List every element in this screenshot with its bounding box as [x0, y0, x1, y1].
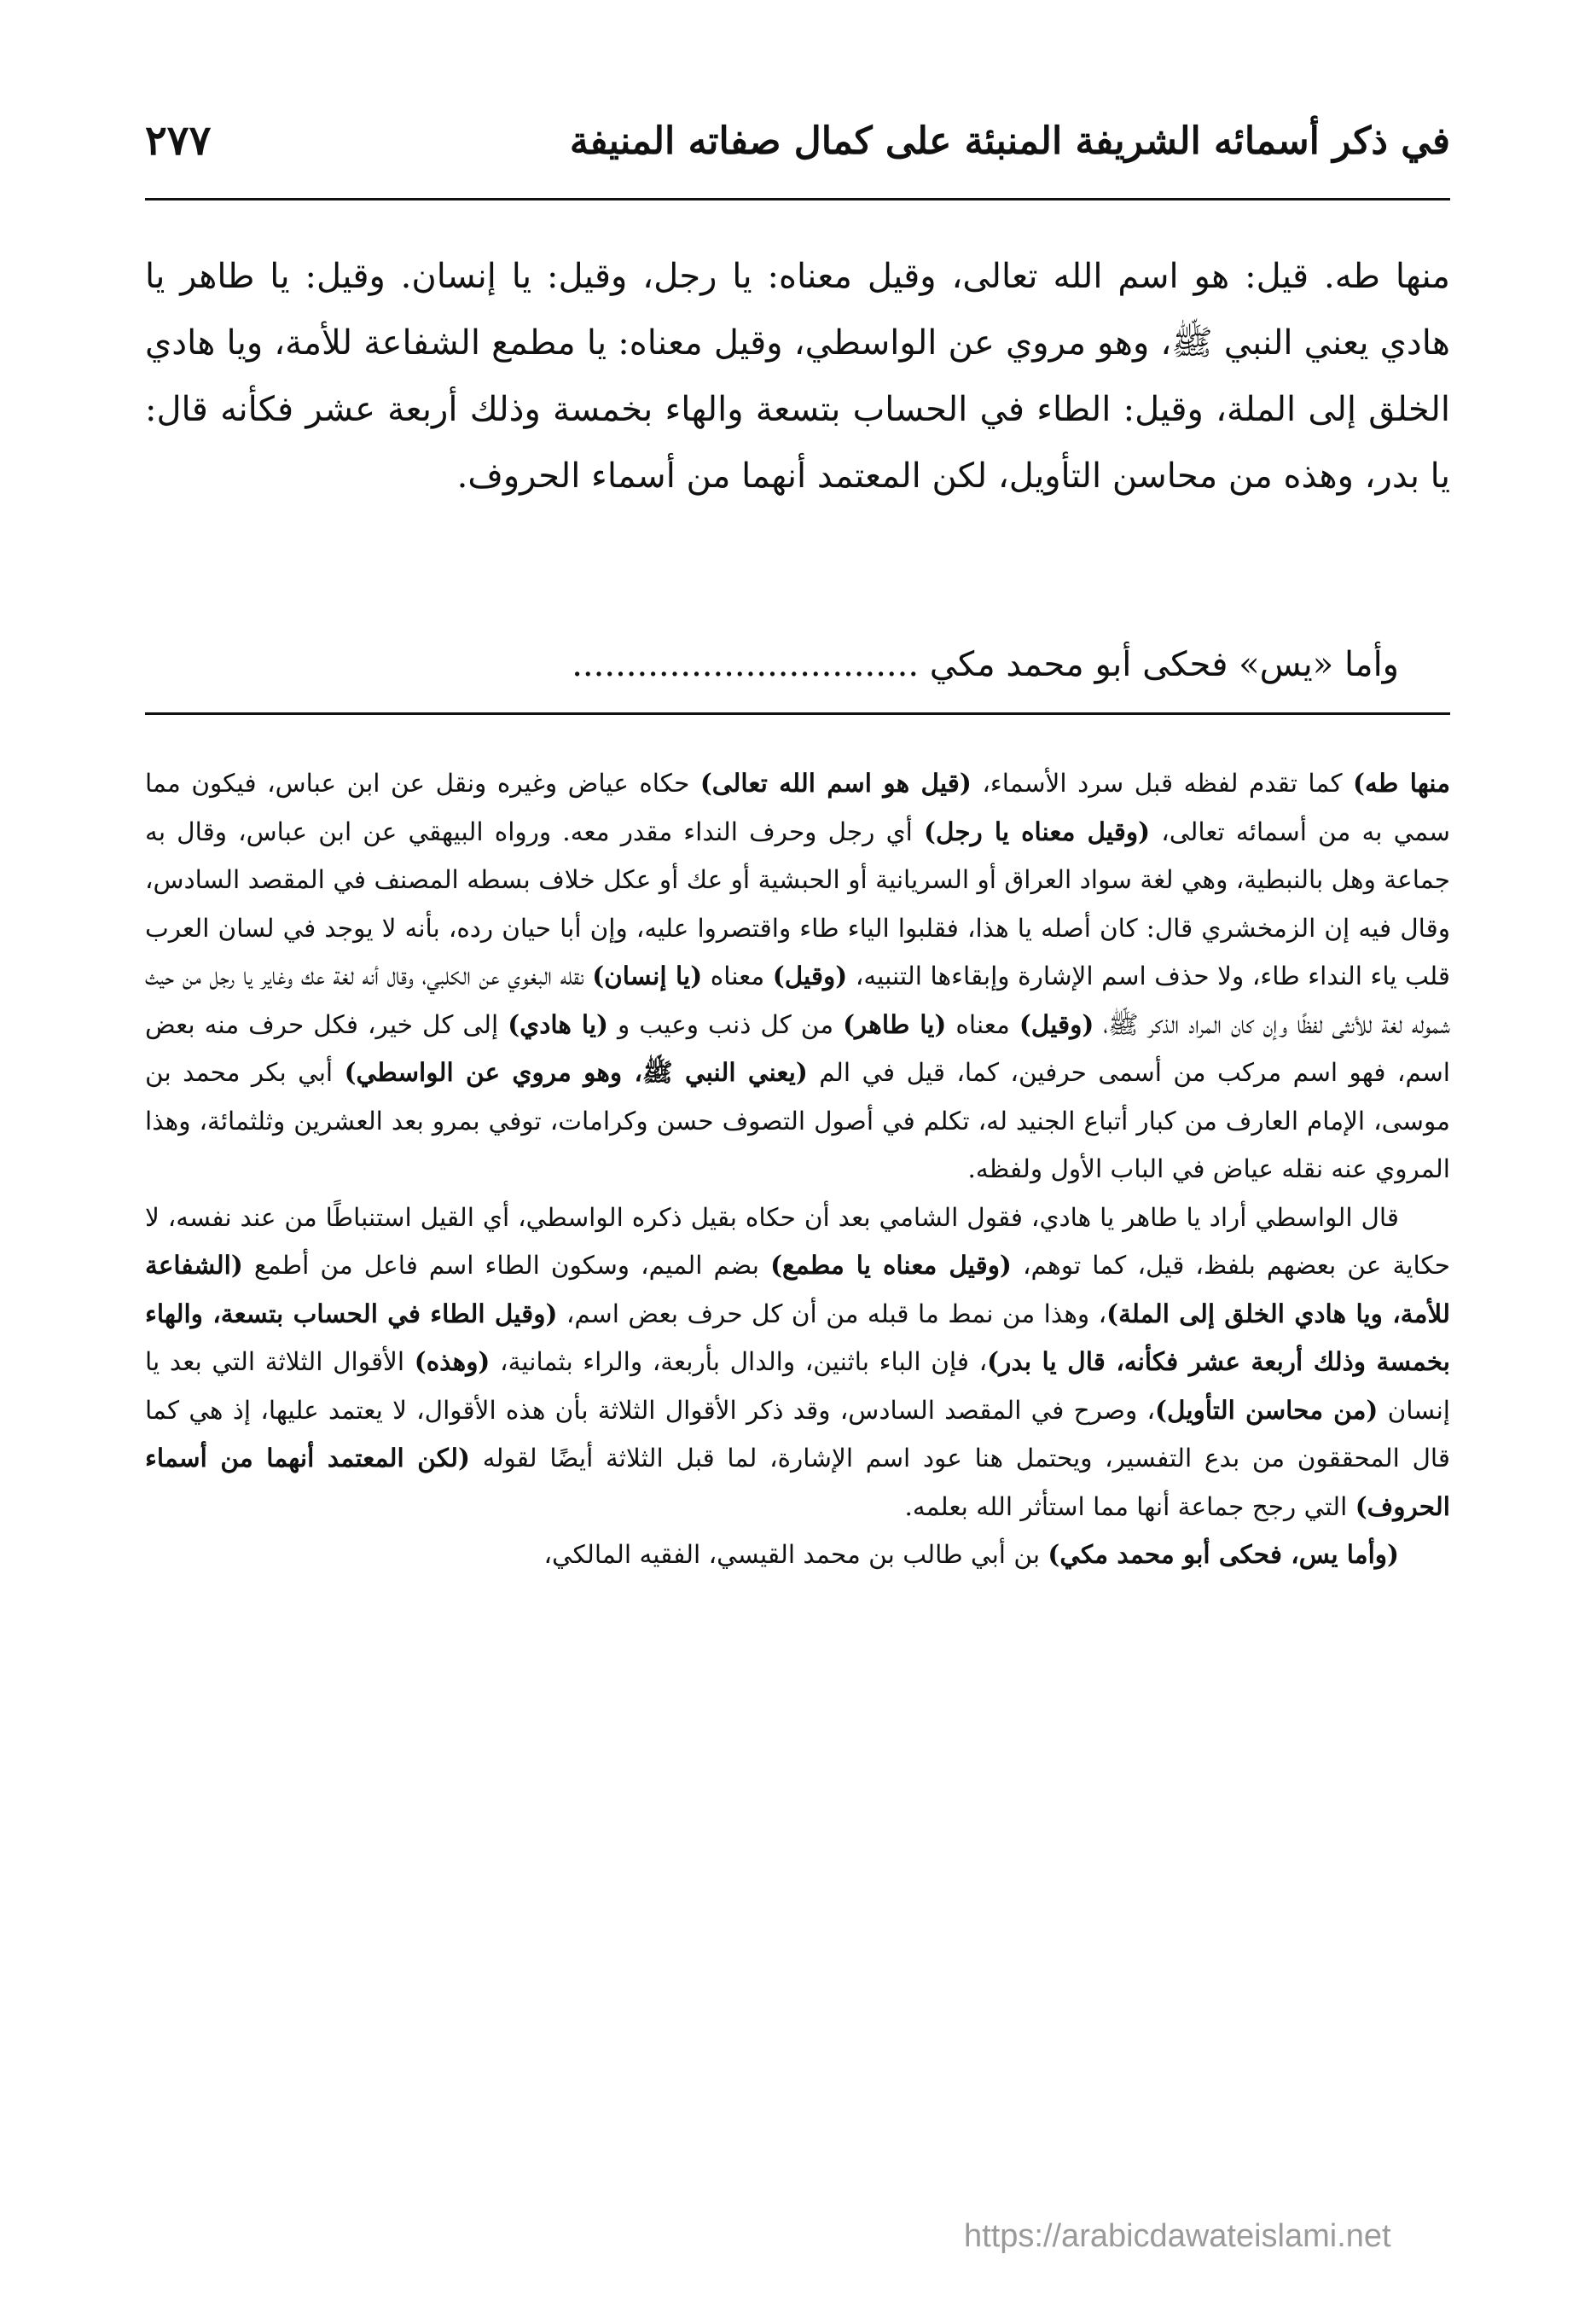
commentary-text: الأقوال الثلاثة التي بعد يا إنسان: [145, 1347, 1450, 1425]
quoted-matn-phrase: (وقيل): [1019, 1008, 1094, 1039]
quoted-matn-phrase: (لكن المعتمد أنهما من أسماء الحروف): [145, 1443, 1450, 1521]
matn-last-line: [145, 631, 1450, 700]
quoted-matn-phrase: (وهذه): [414, 1346, 490, 1376]
commentary-paragraph: [145, 1194, 1450, 1531]
quoted-matn-phrase: (يا طاهر): [843, 1008, 947, 1039]
quoted-matn-phrase: (وقيل معناه يا مطمع): [770, 1250, 1012, 1280]
quoted-matn-phrase: (يا هادي): [508, 1008, 608, 1039]
commentary-text: من كل ذنب وعيب و: [608, 1009, 844, 1039]
commentary-text: معناه: [946, 1009, 1019, 1039]
quoted-matn-phrase: (وقيل الطاء في الحساب بتسعة، والهاء بخمسة وذلك أربعة عشر فكأنه، قال يا بدر): [145, 1298, 1450, 1376]
commentary-text: حكاه عياض وغيره ونقل عن ابن عباس، فيكون مما سمي به من أسمائه تعالى،: [145, 769, 1451, 846]
commentary-text: أبي بكر محمد بن موسى، الإمام العارف من كبار أتباع الجنيد له، تكلم في أصول التصوف حسن وكرامات، توفي بمرو بعد العشرين وثلثمائة، وهذا المروي عنه نقله عياض في الباب الأول ولفظه.: [145, 1058, 1450, 1183]
commentary-text: التي رجح جماعة أنها مما استأثر الله بعلمه.: [904, 1491, 1355, 1521]
quoted-matn-phrase: (وقيل معناه يا رجل): [924, 816, 1151, 846]
watermark-url: https://arabicdawateislami.net: [964, 2218, 1391, 2254]
commentary-text: أي رجل وحرف النداء مقدر معه. ورواه البيهقي عن ابن عباس، وقال به جماعة وهل بالنبطية، وهي لغة سواد العراق أو السريانية أو الحبشية أو عك أو عكل خلاف بسطه المصنف في المقصد السادس، وقال فيه إن الزمخشري قال: كان أصله يا هذا، فقلبوا الياء طاء واقتصروا عليه، وإن أبا حيان رده، بأنه لا يوجد في لسان العرب قلب ياء النداء طاء، ولا حذف اسم الإشارة وإبقاءها التنبيه،: [145, 816, 1450, 991]
commentary-paragraph: [145, 759, 1450, 1194]
quoted-matn-phrase: منها طه): [1353, 768, 1451, 798]
commentary-text: إلى كل خير، فكل حرف منه بعض اسم، فهو اسم مركب من أسمى حرفين، كما، قيل في الم: [145, 1009, 1450, 1087]
quoted-matn-phrase: (وأما يس، فحكى أبو محمد مكي): [1048, 1539, 1399, 1569]
commentary-paragraph: [145, 1531, 1450, 1579]
quoted-matn-phrase: (وقيل): [772, 961, 848, 991]
page-number: ٢٧٧: [145, 117, 212, 165]
commentary-text: كما تقدم لفظه قبل سرد الأسماء،: [971, 769, 1354, 798]
running-title: في ذكر أسمائه الشريفة المنبئة على كمال صفاته المنيفة: [569, 119, 1450, 163]
continuation-dots: ................................: [572, 645, 920, 684]
quoted-matn-phrase: (قيل هو اسم الله تعالى): [699, 768, 972, 798]
matn-text: منها طه. قيل: هو اسم الله تعالى، وقيل معناه: يا رجل، وقيل: يا إنسان. وقيل: يا طاهر يا هادي يعني النبي ﷺ، وهو مروي عن الواسطي، وقيل معناه: يا مطمع الشفاعة للأمة، ويا هادي الخلق إلى الملة، وقيل: الطاء في الحساب بتسعة والهاء بخمسة وذلك أربعة عشر فكأنه قال: يا بدر، وهذه من محاسن التأويل، لكن المعتمد أنهما من أسماء الحروف.: [145, 257, 1450, 496]
quoted-matn-phrase: (يعني النبي ﷺ، وهو مروي عن الواسطي): [344, 1057, 808, 1087]
commentary-text: قال الواسطي أراد يا طاهر يا هادي، فقول الشامي بعد أن حكاه بقيل ذكره الواسطي، أي القيل استنباطًا من عند نفسه، لا حكاية عن بعضهم بلفظ، قيل، كما توهم،: [145, 1202, 1450, 1280]
commentary-text: نقله البغوي عن الكلبي، وقال أنه لغة عك وغاير يا رجل من حيث شموله لغة للأنثى لفظًا وإن كان المراد الذكر ﷺ،: [145, 962, 1451, 1039]
page-header: [145, 102, 1450, 179]
header-rule: [145, 198, 1450, 200]
commentary: [145, 759, 1450, 1579]
matn-separator-rule: [145, 712, 1450, 715]
commentary-text: معناه: [702, 962, 773, 991]
quoted-matn-phrase: (يا إنسان): [592, 961, 703, 991]
commentary-text: ، فإن الباء باثنين، والدال بأربعة، والراء بثمانية،: [490, 1347, 988, 1376]
commentary-text: ، وصرح في المقصد السادس، وقد ذكر الأقوال الثلاثة بأن هذه الأقوال، لا يعتمد عليها، إذ هي كما قال المحققون من بدع التفسير، ويحتمل هنا عود اسم الإشارة، لما قبل الثلاثة أيضًا لقوله: [145, 1395, 1450, 1473]
quoted-matn-phrase: (الشفاعة للأمة، ويا هادي الخلق إلى الملة): [145, 1250, 1450, 1328]
commentary-text: ، وهذا من نمط ما قبله من أن كل حرف بعض اسم،: [557, 1299, 1107, 1328]
matn-continuation: وأما «يس» فحكى أبو محمد مكي: [929, 645, 1399, 684]
commentary-text: بضم الميم، وسكون الطاء اسم فاعل من أطمع: [242, 1251, 771, 1280]
quoted-matn-phrase: (من محاسن التأويل): [1155, 1394, 1379, 1425]
commentary-text: بن أبي طالب بن محمد القيسي، الفقيه المالكي،: [543, 1540, 1048, 1569]
